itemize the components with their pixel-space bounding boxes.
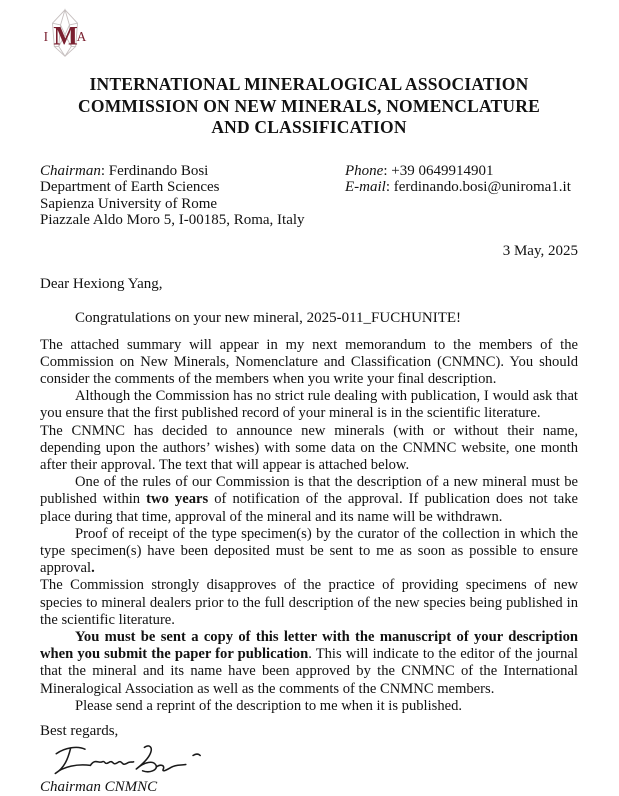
closing-line: Best regards, [40,722,119,739]
chairman-line [40,163,345,180]
paragraph-reprint-request: Please send a reprint of the description to me when it is published. [75,697,463,714]
letter-date: 3 May, 2025 [502,242,578,259]
contact-address-block [40,163,345,229]
email-line [345,179,578,196]
contact-phone-email-block [345,163,578,229]
manuscript-post: . This will indicate to the editor of the journal that the mineral and its name have been approved by the CNMNC of the International Mineralogical Association as well as the comments of the CNMNC members. [40,646,578,697]
letterhead-title-line1: INTERNATIONAL MINERALOGICAL ASSOCIATION [89,74,529,94]
two-years-bold: two years [146,491,209,508]
paragraph-website-announcement: The CNMNC has decided to announce new minerals (with or without their name, depending upon the authors’ wishes) with some data on the CNMNC website, one month after their approval. The text that will appear is attached below. [40,422,578,473]
phone-value: : +39 0649914901 [383,162,494,179]
paragraph-dealers-disapproval: The Commission strongly disapproves of the practice of providing specimens of new species to mineral dealers prior to the full description of the new species being published in the scientific literature. [40,577,578,628]
proof-bold-period: . [91,560,95,577]
logo-letter-a: A [76,29,87,45]
congratulations-line: Congratulations on your new mineral, 2025-011_FUCHUNITE! [75,309,462,326]
salutation: Dear Hexiong Yang, [40,275,163,292]
logo-letter-m: M [53,21,78,51]
proof-pre: Proof of receipt of the type specimen(s) by the curator of the collection in which the type specimen(s) have been deposited must be sent to me as soon as possible to ensure approval [40,525,578,577]
chairman-label: Chairman [40,162,101,179]
chairman-name: : Ferdinando Bosi [100,162,209,179]
university-line: Sapienza University of Rome [40,195,218,212]
signoff-role: Chairman CNMNC [40,778,158,795]
letter-body [40,337,578,715]
paragraph-two-years [40,474,578,526]
paragraph-summary: The attached summary will appear in my next memorandum to the members of the Commission on New Minerals, Nomenclature and Classification (CNMNC). You should consider the comments of the members when you write your final description. [40,336,578,387]
email-label: E-mail [345,179,386,195]
letterhead-title-line3: AND CLASSIFICATION [211,117,407,137]
contact-block [40,163,578,229]
letterhead-title-line2: COMMISSION ON NEW MINERALS, NOMENCLATURE [78,95,540,116]
manuscript-bold: You must be sent a copy of this letter with the manuscript of your description when you submit the paper for publication [40,628,578,663]
paragraph-manuscript-copy [40,629,578,698]
letterhead-title [40,74,578,139]
street-address-line: Piazzale Aldo Moro 5, I-00185, Roma, Italy [40,212,305,228]
email-value: : ferdinando.bosi@uniroma1.it [385,179,571,195]
ima-logo [36,8,94,58]
two-years-pre: One of the rules of our Commission is that the description of a new mineral must be published within [40,474,578,508]
two-years-post: of notification of the approval. If publication does not take place during that time, approval of the mineral and its name will be withdrawn. [40,491,578,525]
logo-letter-i: I [43,29,49,45]
paragraph-publication-rule: Although the Commission has no strict rule dealing with publication, I would ask that you ensure that the first published record of your mineral is in the scientific literature. [40,388,578,422]
phone-line [345,163,578,180]
signature [42,742,227,778]
phone-label: Phone [345,162,384,179]
paragraph-proof-of-receipt [40,526,578,578]
department-line: Department of Earth Sciences [40,179,220,195]
